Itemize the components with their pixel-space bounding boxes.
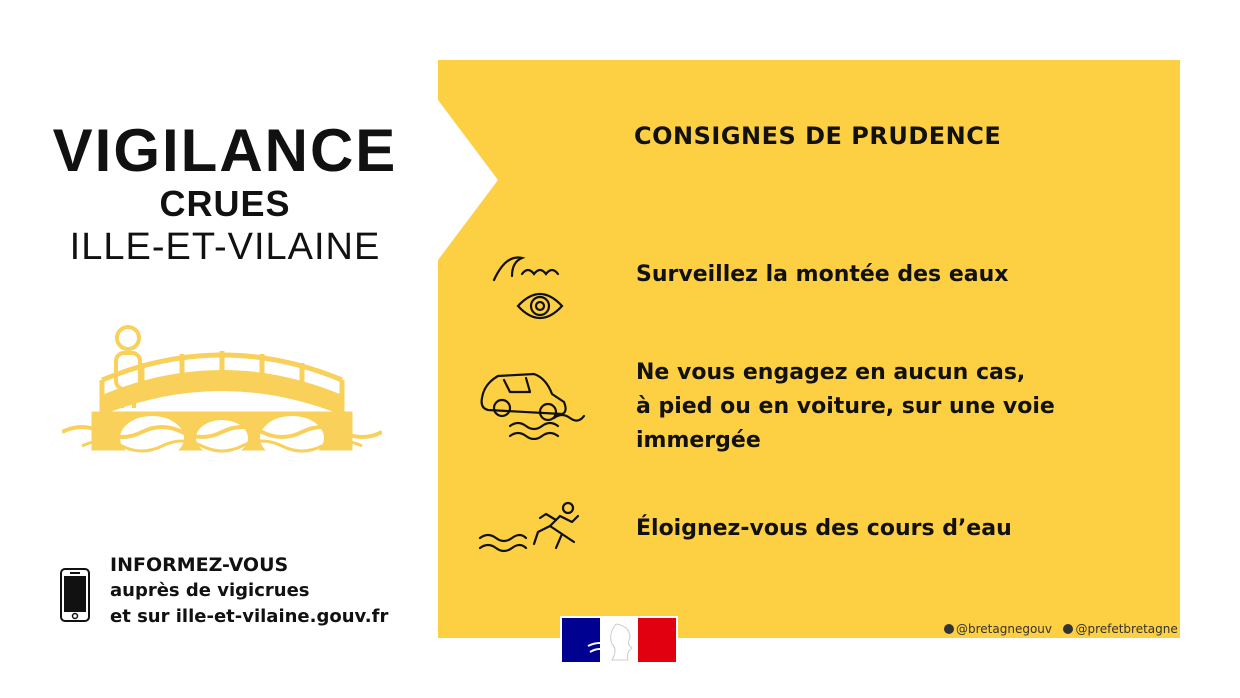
- item-3-line-1: Éloignez-vous des cours d’eau: [636, 516, 1012, 541]
- left-title-block: [40, 118, 410, 270]
- item-ne-vous-engagez: [636, 356, 1055, 458]
- item-2-line-2: à pied ou en voiture, sur une voie: [636, 394, 1055, 419]
- republique-francaise-logo: [560, 616, 678, 664]
- twitter-handle: @bretagnegouv: [956, 622, 1052, 636]
- smartphone-icon: [60, 568, 90, 622]
- info-block: [110, 552, 388, 630]
- twitter-icon: [944, 624, 954, 634]
- bridge-flood-illustration: [62, 316, 382, 456]
- info-line-website: et sur ille-et-vilaine.gouv.fr: [110, 606, 389, 627]
- item-2-line-3: immergée: [636, 428, 761, 453]
- item-2-line-1: Ne vous engagez en aucun cas,: [636, 360, 1026, 385]
- item-1-line-1: Surveillez la montée des eaux: [636, 262, 1009, 287]
- facebook-icon: [1063, 624, 1073, 634]
- title-department: ILLE-ET-VILAINE: [69, 226, 381, 268]
- car-flood-icon: [474, 368, 586, 440]
- panel-title: CONSIGNES DE PRUDENCE: [634, 122, 1002, 150]
- wave-eye-icon: [488, 250, 576, 330]
- title-crues: CRUES: [159, 183, 291, 224]
- social-handles: [944, 622, 1178, 636]
- running-person-icon: [476, 500, 586, 560]
- facebook-handle: @prefetbretagne: [1075, 622, 1178, 636]
- title-vigilance: VIGILANCE: [52, 117, 398, 184]
- item-eloignez: [636, 512, 1012, 546]
- info-heading: INFORMEZ-VOUS: [110, 554, 289, 576]
- panel-notch: [438, 100, 498, 260]
- item-surveillez: [636, 258, 1008, 292]
- info-line-vigicrues: auprès de vigicrues: [110, 580, 310, 601]
